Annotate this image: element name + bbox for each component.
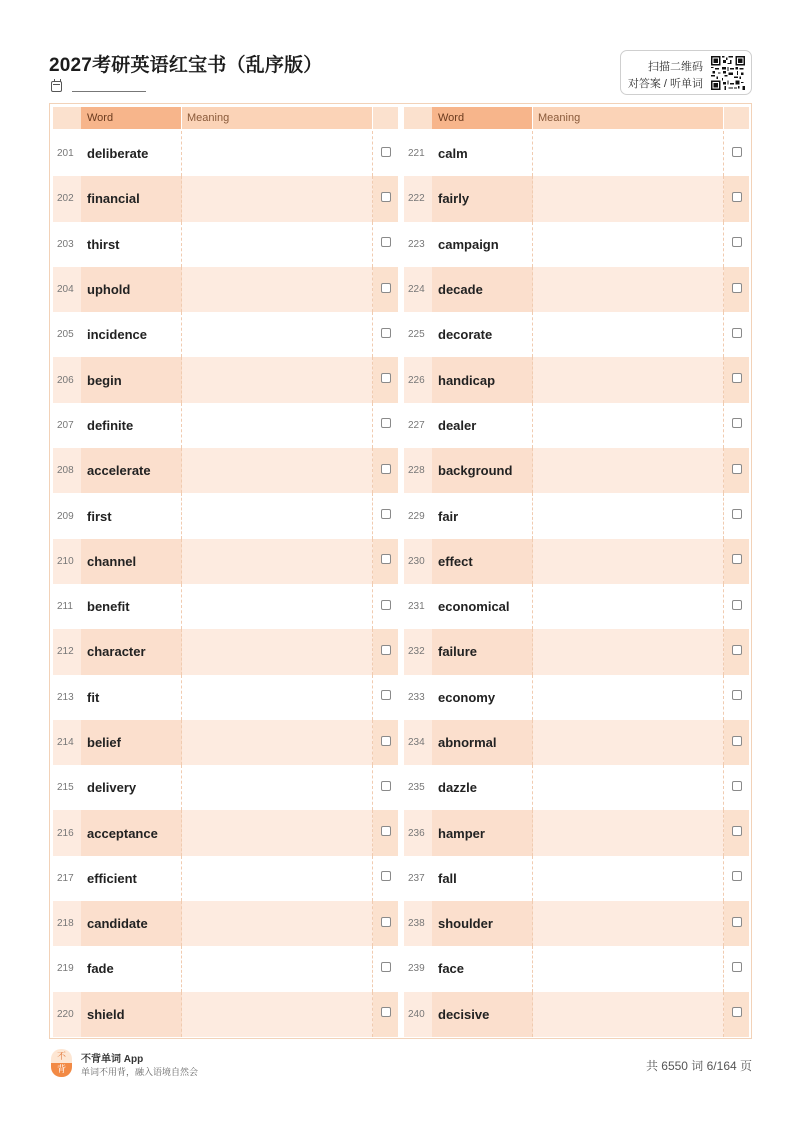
- word-number: 226: [408, 374, 425, 386]
- word-number: 237: [408, 872, 425, 884]
- word-cell: fall: [432, 856, 533, 901]
- checkbox-icon[interactable]: [732, 1007, 742, 1017]
- date-field[interactable]: [51, 80, 147, 94]
- word-number: 238: [408, 918, 425, 930]
- checkbox-cell: [373, 992, 398, 1037]
- checkbox-cell: [724, 176, 749, 221]
- vocab-table: [49, 103, 752, 1039]
- qr-callout[interactable]: [620, 50, 752, 95]
- meaning-cell[interactable]: [533, 992, 724, 1037]
- word-cell: deliberate: [81, 131, 182, 176]
- column-header: [53, 107, 398, 129]
- header-word: Word: [81, 107, 181, 129]
- checkbox-cell: [724, 222, 749, 267]
- word-cell: financial: [81, 176, 182, 221]
- word-cell: campaign: [432, 222, 533, 267]
- meaning-cell[interactable]: [533, 720, 724, 765]
- checkbox-icon[interactable]: [381, 1007, 391, 1017]
- meaning-cell[interactable]: [182, 992, 373, 1037]
- date-underline: [72, 91, 146, 92]
- checkbox-icon[interactable]: [732, 283, 742, 293]
- word-cell: hamper: [432, 810, 533, 855]
- table-row: [53, 539, 398, 584]
- word-cell: benefit: [81, 584, 182, 629]
- table-row: [404, 992, 749, 1037]
- checkbox-icon[interactable]: [732, 736, 742, 746]
- checkbox-cell: [724, 267, 749, 312]
- word-number: 211: [57, 601, 73, 613]
- checkbox-icon[interactable]: [732, 509, 742, 519]
- word-number: 209: [57, 510, 74, 522]
- word-cell: failure: [432, 629, 533, 674]
- header-meaning: Meaning: [182, 107, 372, 129]
- checkbox-icon[interactable]: [732, 962, 742, 972]
- table-row: [404, 629, 749, 674]
- meaning-cell[interactable]: [182, 675, 373, 720]
- word-number: 229: [408, 510, 425, 522]
- checkbox-icon[interactable]: [732, 192, 742, 202]
- word-cell: accelerate: [81, 448, 182, 493]
- meaning-cell[interactable]: [182, 901, 373, 946]
- checkbox-icon[interactable]: [732, 464, 742, 474]
- checkbox-cell: [373, 357, 398, 402]
- table-row: [53, 357, 398, 402]
- app-name: 不背单词 App: [81, 1054, 144, 1065]
- meaning-cell[interactable]: [182, 222, 373, 267]
- meaning-cell[interactable]: [533, 222, 724, 267]
- right-column: [404, 107, 749, 1035]
- checkbox-icon[interactable]: [732, 871, 742, 881]
- app-tagline: 单词不用背，融入语境自然会: [81, 1067, 199, 1077]
- table-row: [53, 312, 398, 357]
- table-row: [404, 539, 749, 584]
- meaning-cell[interactable]: [182, 493, 373, 538]
- header-check-cell: [724, 107, 749, 129]
- word-cell: economical: [432, 584, 533, 629]
- word-cell: fade: [81, 946, 182, 991]
- word-cell: effect: [432, 539, 533, 584]
- meaning-cell[interactable]: [533, 448, 724, 493]
- calendar-icon: [51, 81, 62, 92]
- word-cell: face: [432, 946, 533, 991]
- checkbox-cell: [373, 584, 398, 629]
- meaning-cell[interactable]: [182, 765, 373, 810]
- table-row: [404, 493, 749, 538]
- checkbox-cell: [724, 312, 749, 357]
- meaning-cell[interactable]: [533, 493, 724, 538]
- checkbox-cell: [373, 539, 398, 584]
- word-cell: definite: [81, 403, 182, 448]
- header-meaning: Meaning: [533, 107, 723, 129]
- meaning-cell[interactable]: [182, 131, 373, 176]
- checkbox-icon[interactable]: [381, 645, 391, 655]
- checkbox-cell: [724, 765, 749, 810]
- word-number: 212: [57, 646, 74, 658]
- word-number: 221: [408, 148, 425, 160]
- word-cell: belief: [81, 720, 182, 765]
- word-number: 222: [408, 193, 425, 205]
- word-cell: shield: [81, 992, 182, 1037]
- meaning-cell[interactable]: [182, 856, 373, 901]
- table-row: [53, 856, 398, 901]
- checkbox-cell: [724, 539, 749, 584]
- word-number: 236: [408, 827, 425, 839]
- checkbox-cell: [724, 946, 749, 991]
- word-cell: efficient: [81, 856, 182, 901]
- checkbox-cell: [724, 584, 749, 629]
- word-cell: abnormal: [432, 720, 533, 765]
- logo-top-glyph: 不: [51, 1049, 72, 1063]
- table-row: [53, 222, 398, 267]
- word-number: 207: [57, 419, 74, 431]
- word-cell: dealer: [432, 403, 533, 448]
- checkbox-cell: [724, 448, 749, 493]
- checkbox-icon[interactable]: [732, 645, 742, 655]
- checkbox-cell: [724, 403, 749, 448]
- table-row: [404, 675, 749, 720]
- checkbox-icon[interactable]: [732, 373, 742, 383]
- word-cell: fairly: [432, 176, 533, 221]
- table-row: [53, 584, 398, 629]
- meaning-cell[interactable]: [533, 946, 724, 991]
- meaning-cell[interactable]: [182, 403, 373, 448]
- checkbox-icon[interactable]: [732, 690, 742, 700]
- table-row: [53, 901, 398, 946]
- word-cell: decade: [432, 267, 533, 312]
- word-number: 214: [57, 737, 74, 748]
- checkbox-icon[interactable]: [381, 736, 391, 746]
- table-row: [404, 946, 749, 991]
- word-cell: decorate: [432, 312, 533, 357]
- meaning-cell[interactable]: [533, 765, 724, 810]
- table-row: [53, 946, 398, 991]
- checkbox-cell: [373, 675, 398, 720]
- word-cell: acceptance: [81, 810, 182, 855]
- word-cell: character: [81, 629, 182, 674]
- table-row: [404, 901, 749, 946]
- word-number: 201: [57, 148, 74, 160]
- word-number: 210: [57, 555, 74, 567]
- checkbox-icon[interactable]: [732, 147, 742, 157]
- table-row: [53, 403, 398, 448]
- meaning-cell[interactable]: [533, 539, 724, 584]
- meaning-cell[interactable]: [533, 176, 724, 221]
- meaning-cell[interactable]: [182, 176, 373, 221]
- checkbox-icon[interactable]: [381, 418, 391, 428]
- meaning-cell[interactable]: [182, 584, 373, 629]
- table-row: [404, 222, 749, 267]
- word-cell: channel: [81, 539, 182, 584]
- meaning-cell[interactable]: [182, 539, 373, 584]
- table-row: [404, 765, 749, 810]
- meaning-cell[interactable]: [182, 357, 373, 402]
- table-row: [53, 629, 398, 674]
- checkbox-icon[interactable]: [381, 192, 391, 202]
- left-column: [53, 107, 398, 1035]
- checkbox-icon[interactable]: [381, 283, 391, 293]
- word-number: 220: [57, 1008, 74, 1020]
- word-cell: shoulder: [432, 901, 533, 946]
- checkbox-icon[interactable]: [381, 147, 391, 157]
- table-row: [53, 176, 398, 221]
- word-number: 219: [57, 963, 74, 975]
- word-number: 234: [408, 737, 425, 748]
- table-row: [53, 448, 398, 493]
- meaning-cell[interactable]: [533, 810, 724, 855]
- checkbox-cell: [373, 222, 398, 267]
- word-number: 216: [57, 827, 74, 839]
- checkbox-cell: [373, 493, 398, 538]
- word-number: 203: [57, 238, 74, 250]
- word-number: 208: [57, 465, 74, 477]
- word-cell: candidate: [81, 901, 182, 946]
- checkbox-cell: [724, 629, 749, 674]
- checkbox-cell: [724, 493, 749, 538]
- meaning-cell[interactable]: [182, 448, 373, 493]
- checkbox-cell: [373, 720, 398, 765]
- word-number: 230: [408, 555, 425, 567]
- checkbox-icon[interactable]: [732, 418, 742, 428]
- word-number: 218: [57, 918, 74, 930]
- checkbox-icon[interactable]: [381, 826, 391, 836]
- table-row: [404, 312, 749, 357]
- checkbox-cell: [373, 131, 398, 176]
- checkbox-cell: [373, 810, 398, 855]
- word-number: 239: [408, 963, 425, 975]
- word-cell: first: [81, 493, 182, 538]
- checkbox-icon[interactable]: [381, 464, 391, 474]
- meaning-cell[interactable]: [533, 675, 724, 720]
- meaning-cell[interactable]: [182, 946, 373, 991]
- word-number: 231: [408, 601, 425, 613]
- checkbox-cell: [724, 992, 749, 1037]
- meaning-cell[interactable]: [533, 312, 724, 357]
- meaning-cell[interactable]: [533, 629, 724, 674]
- meaning-cell[interactable]: [533, 131, 724, 176]
- table-row: [404, 357, 749, 402]
- word-number: 206: [57, 374, 74, 386]
- table-row: [404, 131, 749, 176]
- checkbox-cell: [373, 312, 398, 357]
- table-row: [53, 131, 398, 176]
- meaning-cell[interactable]: [533, 403, 724, 448]
- word-cell: dazzle: [432, 765, 533, 810]
- header-number-cell: [53, 107, 81, 129]
- checkbox-cell: [373, 448, 398, 493]
- table-row: [404, 856, 749, 901]
- checkbox-cell: [724, 810, 749, 855]
- checkbox-cell: [724, 131, 749, 176]
- word-number: 225: [408, 329, 425, 341]
- checkbox-cell: [373, 629, 398, 674]
- table-row: [53, 493, 398, 538]
- word-cell: fair: [432, 493, 533, 538]
- meaning-cell[interactable]: [533, 267, 724, 312]
- checkbox-icon[interactable]: [732, 554, 742, 564]
- table-row: [53, 810, 398, 855]
- word-cell: handicap: [432, 357, 533, 402]
- word-cell: begin: [81, 357, 182, 402]
- word-number: 235: [408, 782, 425, 794]
- checkbox-cell: [724, 720, 749, 765]
- app-logo-icon: [51, 1049, 72, 1077]
- header-check-cell: [373, 107, 398, 129]
- word-number: 224: [408, 284, 425, 296]
- checkbox-cell: [373, 856, 398, 901]
- table-row: [404, 810, 749, 855]
- checkbox-cell: [373, 901, 398, 946]
- right-rows: [404, 131, 749, 1037]
- table-row: [53, 765, 398, 810]
- qr-line-1: 扫描二维码: [648, 61, 703, 73]
- word-number: 205: [57, 329, 74, 341]
- word-cell: decisive: [432, 992, 533, 1037]
- word-cell: fit: [81, 675, 182, 720]
- word-cell: economy: [432, 675, 533, 720]
- column-header: [404, 107, 749, 129]
- word-number: 215: [57, 782, 74, 794]
- checkbox-icon[interactable]: [381, 917, 391, 927]
- table-row: [53, 267, 398, 312]
- qr-code-icon[interactable]: [711, 56, 745, 90]
- word-number: 233: [408, 691, 425, 703]
- checkbox-cell: [724, 856, 749, 901]
- left-rows: [53, 131, 398, 1037]
- page-title: 2027考研英语红宝书（乱序版）: [49, 55, 323, 76]
- meaning-cell[interactable]: [533, 901, 724, 946]
- checkbox-icon[interactable]: [732, 917, 742, 927]
- checkbox-cell: [724, 901, 749, 946]
- word-number: 232: [408, 646, 425, 658]
- meaning-cell[interactable]: [533, 357, 724, 402]
- header-number-cell: [404, 107, 432, 129]
- word-number: 228: [408, 465, 425, 477]
- page-info: 共 6550 词 6/164 页: [645, 1059, 752, 1073]
- checkbox-icon[interactable]: [381, 509, 391, 519]
- word-number: 240: [408, 1008, 425, 1020]
- meaning-cell[interactable]: [533, 584, 724, 629]
- checkbox-icon[interactable]: [381, 962, 391, 972]
- checkbox-icon[interactable]: [732, 328, 742, 338]
- header-word: Word: [432, 107, 532, 129]
- word-number: 223: [408, 238, 425, 250]
- checkbox-icon[interactable]: [381, 328, 391, 338]
- word-number: 217: [57, 872, 74, 884]
- checkbox-cell: [373, 765, 398, 810]
- table-row: [53, 720, 398, 765]
- logo-bottom-glyph: 背: [51, 1063, 72, 1077]
- checkbox-icon[interactable]: [381, 600, 391, 610]
- checkbox-icon[interactable]: [732, 781, 742, 791]
- table-row: [404, 584, 749, 629]
- checkbox-icon[interactable]: [732, 826, 742, 836]
- checkbox-icon[interactable]: [381, 690, 391, 700]
- checkbox-icon[interactable]: [381, 781, 391, 791]
- checkbox-icon[interactable]: [732, 237, 742, 247]
- checkbox-icon[interactable]: [381, 554, 391, 564]
- word-number: 227: [408, 419, 425, 431]
- qr-line-2: 对答案 / 听单词: [627, 78, 703, 90]
- word-cell: uphold: [81, 267, 182, 312]
- meaning-cell[interactable]: [182, 810, 373, 855]
- checkbox-cell: [373, 946, 398, 991]
- meaning-cell[interactable]: [182, 629, 373, 674]
- word-cell: thirst: [81, 222, 182, 267]
- table-row: [404, 448, 749, 493]
- table-row: [53, 675, 398, 720]
- table-row: [404, 720, 749, 765]
- word-cell: background: [432, 448, 533, 493]
- meaning-cell[interactable]: [182, 720, 373, 765]
- table-row: [404, 267, 749, 312]
- checkbox-icon[interactable]: [732, 600, 742, 610]
- table-row: [404, 403, 749, 448]
- checkbox-cell: [724, 675, 749, 720]
- word-cell: delivery: [81, 765, 182, 810]
- checkbox-icon[interactable]: [381, 237, 391, 247]
- word-number: 202: [57, 193, 74, 205]
- word-cell: calm: [432, 131, 533, 176]
- word-number: 204: [57, 284, 74, 296]
- checkbox-cell: [724, 357, 749, 402]
- word-number: 213: [57, 691, 74, 703]
- meaning-cell[interactable]: [182, 267, 373, 312]
- meaning-cell[interactable]: [533, 856, 724, 901]
- table-row: [53, 992, 398, 1037]
- table-row: [404, 176, 749, 221]
- word-cell: incidence: [81, 312, 182, 357]
- checkbox-icon[interactable]: [381, 373, 391, 383]
- checkbox-cell: [373, 403, 398, 448]
- meaning-cell[interactable]: [182, 312, 373, 357]
- checkbox-cell: [373, 176, 398, 221]
- checkbox-cell: [373, 267, 398, 312]
- checkbox-icon[interactable]: [381, 871, 391, 881]
